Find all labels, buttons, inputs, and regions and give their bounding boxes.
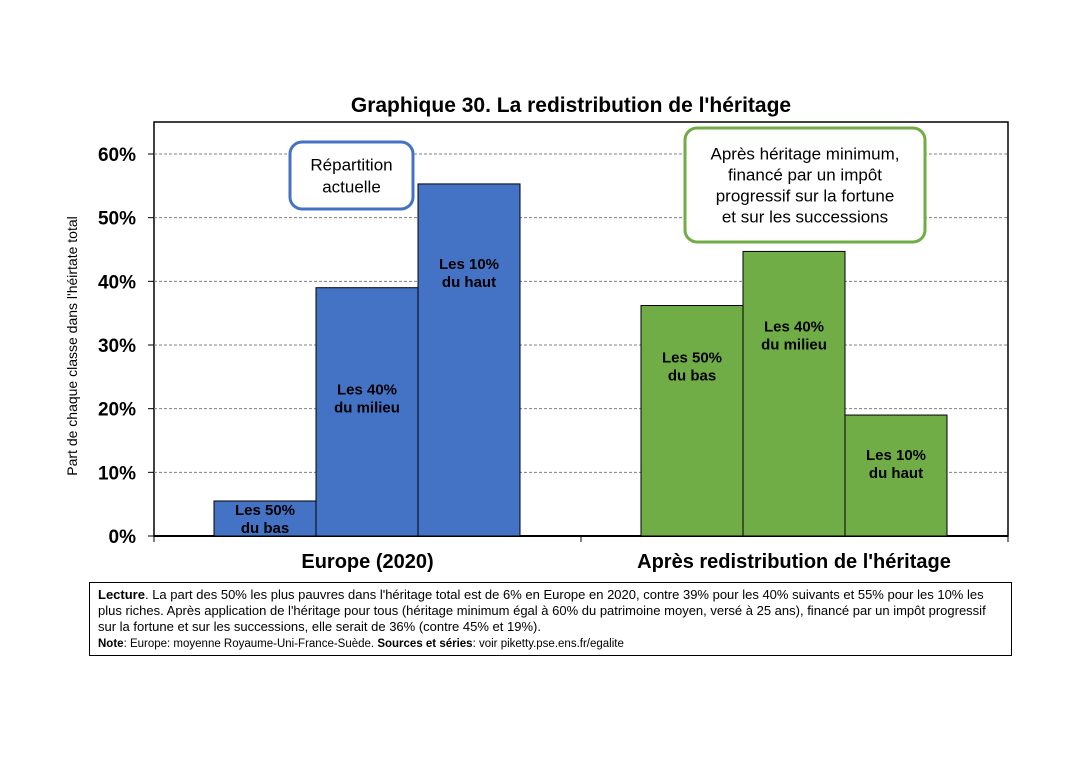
bar-label: du haut	[441, 273, 497, 291]
x-category-label: Europe (2020)	[301, 551, 434, 573]
sources-label: Sources et séries	[377, 638, 473, 650]
bar-label: du bas	[240, 519, 290, 537]
lecture-label: Lecture	[98, 587, 145, 602]
lecture-paragraph	[98, 587, 1003, 635]
bar-label: Les 10%	[865, 447, 927, 465]
x-category-label: Après redistribution de l'héritage	[637, 551, 951, 573]
bar-label: du bas	[667, 367, 717, 385]
reading-note	[89, 582, 1012, 656]
bar-label: du haut	[868, 465, 924, 483]
bar-label: Les 50%	[661, 349, 723, 367]
y-tick-label: 20%	[97, 399, 136, 421]
bar	[641, 306, 743, 536]
annotation-text: financé par un impôt	[727, 165, 883, 185]
sources-text: : voir piketty.pse.ens.fr/egalite	[472, 638, 624, 650]
y-tick-label: 40%	[97, 272, 136, 294]
annotation-text: et sur les successions	[721, 207, 889, 227]
annotation-box	[290, 142, 413, 209]
note-text: : Europe: moyenne Royaume-Uni-France-Suède.	[123, 638, 378, 650]
y-axis-label: Part de chaque classe dans l'héirtate total	[64, 216, 80, 476]
y-tick-label: 60%	[97, 145, 136, 166]
bar-label: Les 50%	[234, 501, 296, 519]
annotation-text: Répartition	[310, 155, 393, 175]
note-paragraph	[98, 636, 1003, 652]
annotation-text: progressif sur la fortune	[715, 186, 895, 206]
y-tick-label: 0%	[108, 527, 136, 548]
bar-label: Les 10%	[438, 255, 500, 273]
bar	[743, 251, 845, 536]
y-tick-label: 30%	[97, 336, 136, 357]
annotation-text: actuelle	[322, 177, 381, 197]
chart-title: Graphique 30. La redistribution de l'héritage	[350, 94, 792, 117]
bar-label: Les 40%	[763, 318, 825, 336]
annotation-text: Après héritage minimum,	[710, 144, 900, 164]
lecture-text: . La part des 50% les plus pauvres dans l'héritage total est de 6% en Europe en 2020, contre 39% pour les 40% suivants et 55% pour les 10% les plus riches. Après application de l'héritage pour tous (héritage minimum égal à 60% du patrimoine moyen, versé à 25 ans), financé par un impôt progressif sur la fortune et sur les successions, elle serait de 36% (contre 45% et 19%).	[98, 587, 986, 634]
bar-label: du milieu	[761, 336, 827, 354]
bar-label: du milieu	[334, 399, 400, 417]
y-tick-label: 10%	[97, 463, 136, 485]
note-label: Note	[98, 638, 124, 650]
y-tick-label: 50%	[97, 208, 136, 230]
bar	[418, 184, 520, 536]
bar-label: Les 40%	[336, 381, 398, 399]
